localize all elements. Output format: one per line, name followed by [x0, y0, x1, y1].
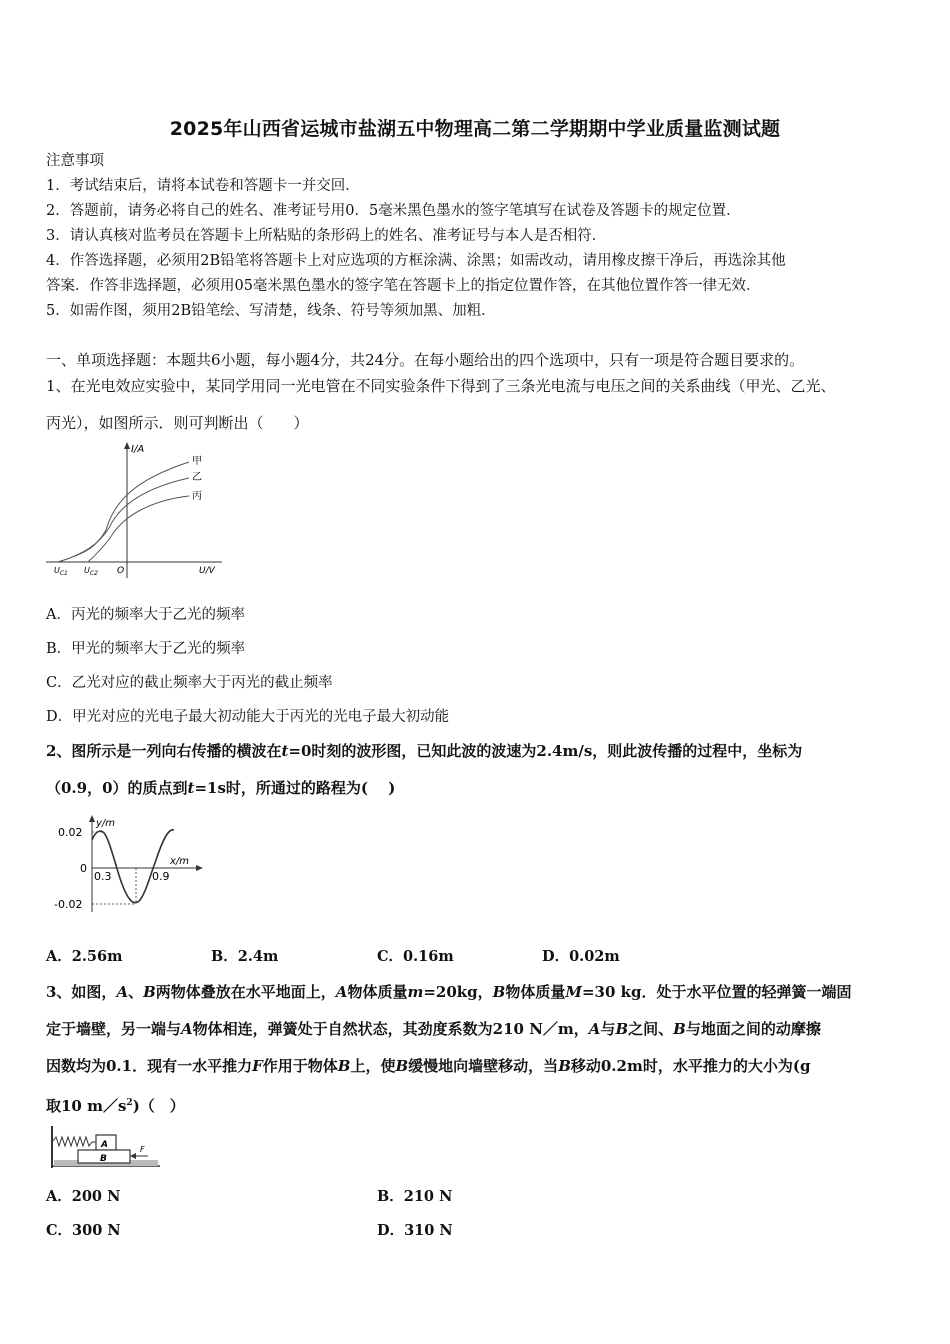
q3-text: 定于墙壁，另一端与: [46, 1020, 182, 1038]
q2-var-t: t: [187, 779, 195, 797]
q2-x1: 0.3: [94, 870, 112, 883]
q3-text: 与地面之间的动摩擦: [685, 1020, 821, 1038]
q3-stem-line1: [46, 982, 852, 1002]
q1-stem-line1: 1、在光电效应实验中，某同学用同一光电管在不同实验条件下得到了三条光电流与电压之间的关系曲线（甲光、乙光、: [46, 377, 836, 395]
q1-option-b[interactable]: B．甲光的频率大于乙光的频率: [46, 641, 246, 657]
q3-text: )（ ）: [132, 1097, 185, 1115]
q3-var: B: [143, 983, 156, 1001]
notice-item: 答案．作答非选择题，必须用05毫米黑色墨水的签字笔在答题卡上的指定位置作答，在其他位置作答一律无效．: [46, 278, 761, 294]
q1-y-arrow: [124, 442, 130, 449]
q1-uc1-label: $U_{C1}$: [54, 566, 68, 577]
q2-stem-line1: [46, 741, 802, 761]
notice-item: 4．作答选择题，必须用2B铅笔将答题卡上对应选项的方框涂满、涂黑；如需改动，请用橡皮擦干净后，再选涂其他: [46, 253, 786, 269]
q3-text: 取10 m／s: [46, 1097, 127, 1115]
q1-label-bing: 丙: [192, 491, 202, 502]
q3-text: 作用于物体: [262, 1057, 338, 1075]
notice-item: 2．答题前，请务必将自己的姓名、准考证号用0．5毫米黑色墨水的签字笔填写在试卷及答题卡的规定位置．: [46, 203, 741, 219]
q3-var: m: [407, 983, 424, 1001]
q2-y-arrow: [89, 815, 95, 822]
notice-item: 3．请认真核对监考员在答题卡上所粘贴的条形码上的姓名、准考证号与本人是否相符．: [46, 228, 607, 244]
q3-force-arrowhead: [130, 1153, 136, 1159]
q1-origin: O: [117, 566, 125, 576]
q2-wave-figure: [50, 812, 210, 917]
q3-option-d[interactable]: D．310 N: [377, 1222, 453, 1239]
q2-text: 2、图所示是一列向右传播的横波在: [46, 742, 282, 760]
q1-curve-bing: [88, 496, 189, 562]
q3-text: 、: [128, 983, 144, 1001]
q1-label-yi: 乙: [192, 472, 202, 483]
q3-var: F: [252, 1057, 263, 1075]
q3-text: 之间、: [628, 1020, 674, 1038]
q3-text: =30 kg．处于水平位置的轻弹簧一端固: [581, 983, 852, 1001]
q1-ylabel: I/A: [131, 444, 145, 455]
q3-var: B: [673, 1020, 686, 1038]
q3-option-b[interactable]: B．210 N: [377, 1188, 453, 1205]
q2-text: （0.9，0）的质点到: [46, 779, 188, 797]
q3-text: 3、如图，: [46, 983, 117, 1001]
page-title: 2025年山西省运城市盐湖五中物理高二第二学期期中学业质量监测试题: [169, 118, 781, 140]
section-heading: 一、单项选择题：本题共6小题，每小题4分，共24分。在每小题给出的四个选项中，只有一项是符合题目要求的。: [46, 351, 805, 369]
notice-item: 5．如需作图，须用2B铅笔绘、写清楚，线条、符号等须加黑、加粗．: [46, 303, 496, 319]
q2-x2: 0.9: [152, 870, 170, 883]
q3-var: B: [492, 983, 506, 1001]
q1-uc2-label: $U_{C2}$: [84, 566, 98, 577]
q3-text: 缓慢地向墙壁移动，当: [408, 1057, 559, 1075]
q2-option-b[interactable]: B．2.4m: [211, 948, 279, 965]
q3-blocks-figure: [48, 1124, 163, 1172]
q2-x-arrow: [196, 865, 203, 871]
q3-option-c[interactable]: C．300 N: [46, 1222, 121, 1239]
q3-var: B: [395, 1057, 409, 1075]
q3-var: B: [337, 1057, 351, 1075]
q1-option-d[interactable]: D．甲光对应的光电子最大初动能大于丙光的光电子最大初动能: [46, 709, 450, 725]
q3-text: 物体质量: [347, 983, 408, 1001]
q3-stem-line3: [46, 1056, 810, 1076]
q2-ybot: -0.02: [54, 898, 83, 911]
q1-label-jia: 甲: [192, 456, 202, 467]
q1-photocurrent-figure: [44, 440, 234, 580]
q2-stem-line2: [46, 778, 395, 798]
q3-stem-line2: [46, 1019, 821, 1039]
q3-var: A: [116, 983, 129, 1001]
q1-stem-line2: 丙光），如图所示．则可判断出（ ）: [46, 414, 309, 432]
q2-wave-curve: [92, 830, 174, 903]
q3-option-a[interactable]: A．200 N: [46, 1188, 121, 1205]
q2-text: =0时刻的波形图，已知此波的波速为2.4m/s，则此波传播的过程中，坐标为: [288, 742, 803, 760]
q3-text: 物体相连，弹簧处于自然状态，其劲度系数为210 N／m，: [192, 1020, 589, 1038]
q3-text: 因数均为0.1．现有一水平推力: [46, 1057, 253, 1075]
q2-ymid: 0: [80, 862, 87, 875]
notice-item: 1．考试结束后，请将本试卷和答题卡一并交回．: [46, 178, 360, 194]
q1-xlabel: U/V: [199, 566, 215, 576]
q3-var: A: [588, 1020, 601, 1038]
q3-var: A: [181, 1020, 193, 1038]
q2-option-c[interactable]: C．0.16m: [377, 948, 454, 965]
q3-text: =20kg，: [423, 983, 493, 1001]
q1-curve-yi: [58, 478, 189, 562]
q3-label-b: B: [100, 1154, 107, 1164]
q3-spring: [52, 1137, 96, 1146]
q3-var: A: [335, 983, 348, 1001]
q1-curve-jia: [58, 462, 189, 562]
q1-option-c[interactable]: C．乙光对应的截止频率大于丙光的截止频率: [46, 675, 333, 691]
q2-ylabel: y/m: [96, 818, 116, 829]
notice-heading: 注意事项: [46, 153, 104, 169]
q1-option-a[interactable]: A．丙光的频率大于乙光的频率: [46, 607, 245, 623]
q2-option-d[interactable]: D．0.02m: [542, 948, 620, 965]
q3-var: B: [615, 1020, 629, 1038]
q2-var-t: t: [281, 742, 289, 760]
q2-xlabel: x/m: [170, 856, 190, 867]
q2-ytop: 0.02: [58, 826, 83, 839]
q3-text: 移动0.2m时，水平推力的大小为(g: [570, 1057, 811, 1075]
q2-text: =1s时，所通过的路程为( ): [194, 779, 396, 797]
q3-label-f: F: [140, 1145, 145, 1154]
q2-option-a[interactable]: A．2.56m: [46, 948, 123, 965]
q3-label-a: A: [101, 1140, 108, 1150]
q3-text: 与: [600, 1020, 616, 1038]
q3-text: 两物体叠放在水平地面上，: [155, 983, 336, 1001]
q3-var: M: [565, 983, 582, 1001]
q3-text: 上，使: [350, 1057, 396, 1075]
q3-var: B: [558, 1057, 571, 1075]
q3-stem-line4: [46, 1093, 185, 1116]
q3-superscript: 2: [126, 1098, 133, 1108]
q3-text: 物体质量: [505, 983, 566, 1001]
